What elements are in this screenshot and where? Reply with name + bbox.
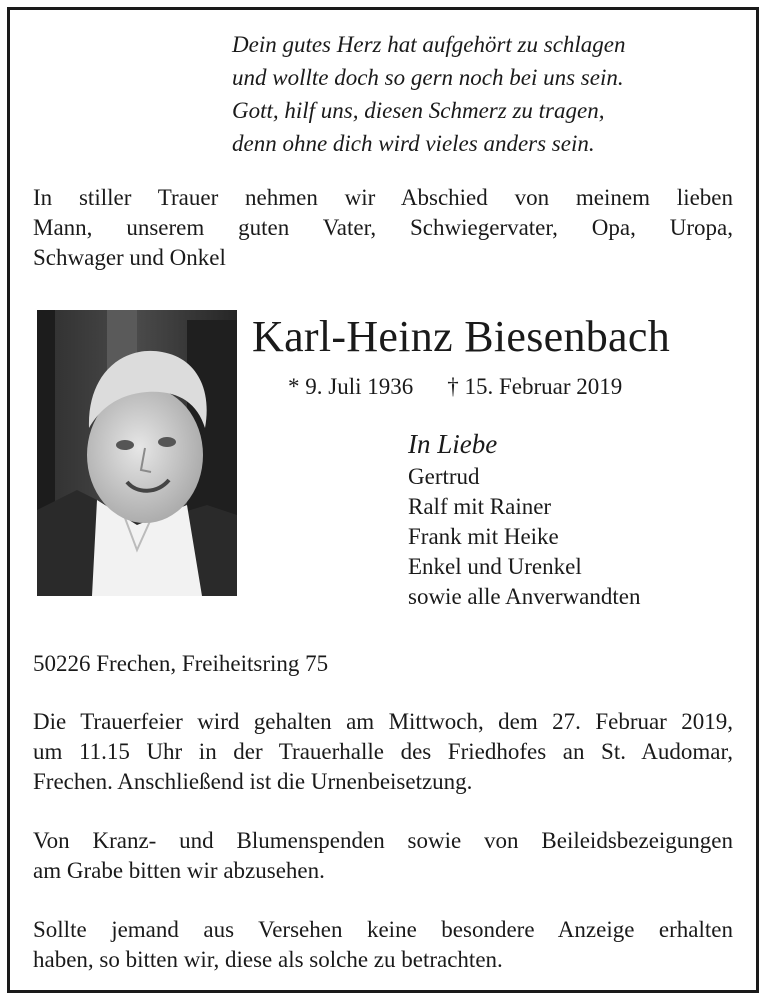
notice-line: haben, so bitten wir, diese als solche zu betrachten. xyxy=(33,947,503,972)
wreaths-text xyxy=(33,826,733,886)
ceremony-line: um 11.15 Uhr in der Trauerhalle des Friedhofes an St. Audomar, xyxy=(33,739,733,764)
poem-line: und wollte doch so gern noch bei uns sein. xyxy=(232,65,624,90)
family-member: Frank mit Heike xyxy=(408,524,559,549)
ceremony-text xyxy=(33,707,733,797)
family-member: sowie alle Anverwandten xyxy=(408,584,641,609)
portrait-photo xyxy=(37,310,237,596)
deceased-name: Karl-Heinz Biesenbach xyxy=(252,312,671,361)
family-member: Enkel und Urenkel xyxy=(408,554,582,579)
family-member: Ralf mit Rainer xyxy=(408,494,552,519)
poem-line: Dein gutes Herz hat aufgehört zu schlagen xyxy=(232,32,626,57)
death-date: † 15. Februar 2019 xyxy=(447,374,623,399)
intro-text xyxy=(33,183,733,273)
notice-line: Sollte jemand aus Versehen keine besondere Anzeige erhalten xyxy=(33,917,733,942)
notice-text xyxy=(33,915,733,975)
portrait-photo-icon xyxy=(37,310,237,596)
life-dates xyxy=(288,372,622,402)
wreaths-line: am Grabe bitten wir abzusehen. xyxy=(33,858,325,883)
family-heading: In Liebe xyxy=(408,429,498,459)
address: 50226 Frechen, Freiheitsring 75 xyxy=(33,651,329,676)
intro-line: In stiller Trauer nehmen wir Abschied von meinem lieben xyxy=(33,185,733,210)
birth-date: * 9. Juli 1936 xyxy=(288,374,414,399)
ceremony-line: Die Trauerfeier wird gehalten am Mittwoch, dem 27. Februar 2019, xyxy=(33,709,733,734)
ceremony-line: Frechen. Anschließend ist die Urnenbeisetzung. xyxy=(33,769,473,794)
intro-line: Schwager und Onkel xyxy=(33,245,226,270)
wreaths-line: Von Kranz- und Blumenspenden sowie von Beileidsbezeigungen xyxy=(33,828,733,853)
family-list xyxy=(408,428,640,612)
memorial-poem xyxy=(232,28,732,160)
family-member: Gertrud xyxy=(408,464,480,489)
intro-line: Mann, unserem guten Vater, Schwiegervater, Opa, Uropa, xyxy=(33,215,733,240)
poem-line: Gott, hilf uns, diesen Schmerz zu tragen, xyxy=(232,98,605,123)
poem-line: denn ohne dich wird vieles anders sein. xyxy=(232,131,595,156)
